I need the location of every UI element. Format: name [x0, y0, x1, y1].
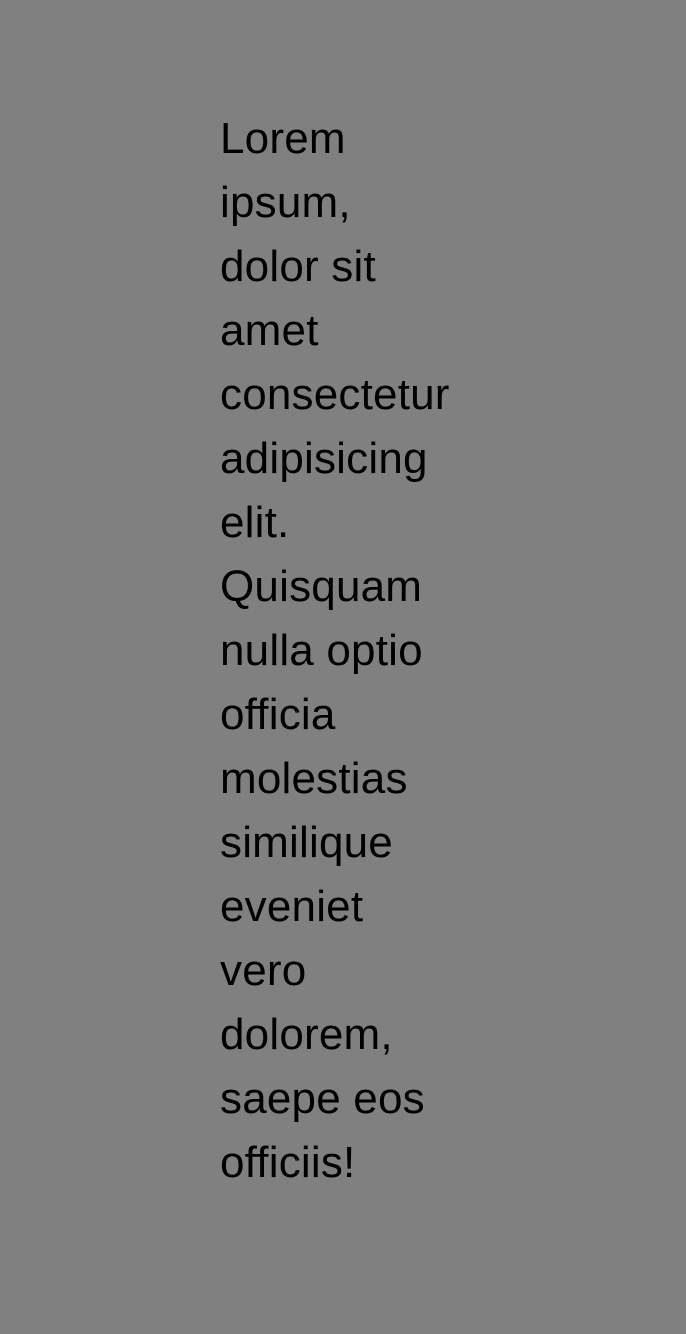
lorem-ipsum-paragraph: Lorem ipsum, dolor sit amet consectetur adipisicing elit. Quisquam nulla optio officia molestias similique eveniet vero dolorem, saepe eos officiis!: [220, 114, 450, 1187]
